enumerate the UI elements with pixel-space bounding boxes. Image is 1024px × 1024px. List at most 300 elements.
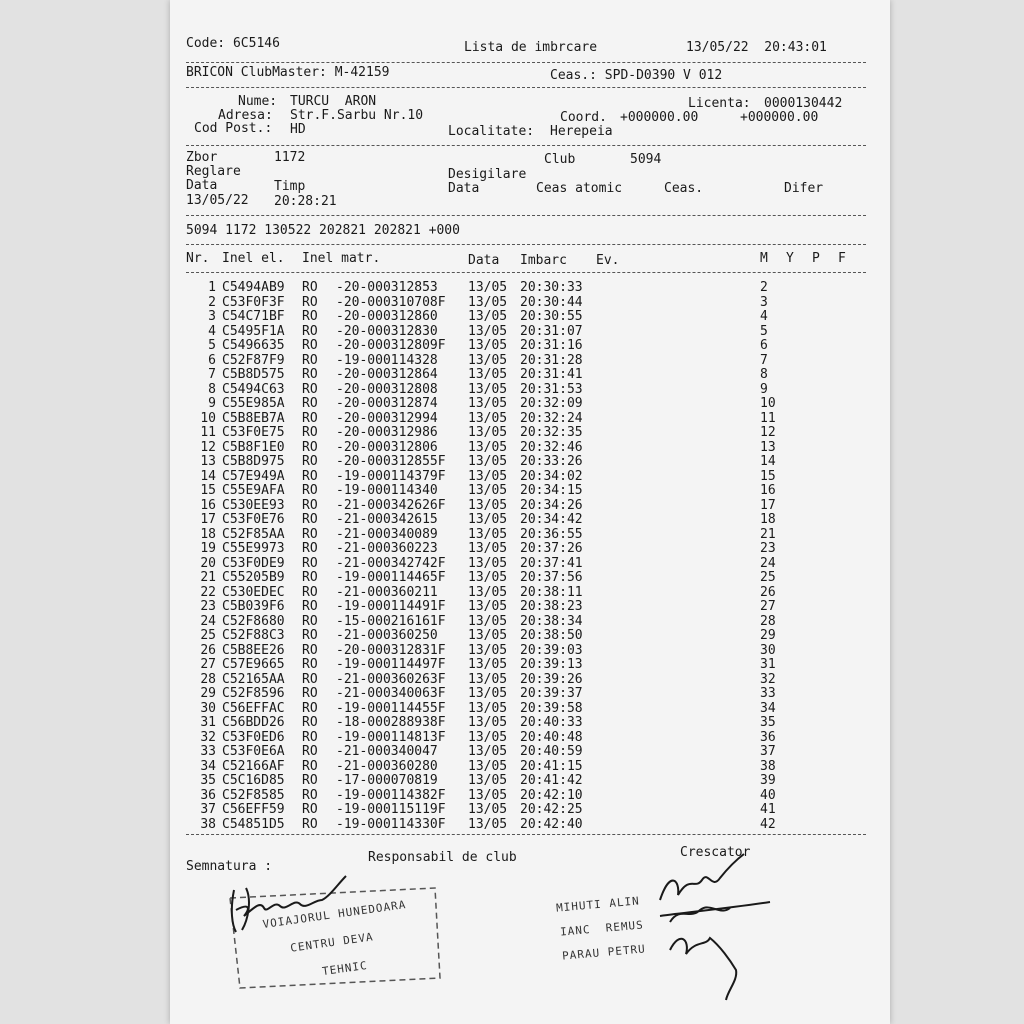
separator (186, 834, 866, 835)
ring-country: RO (302, 526, 318, 542)
boarding-date: 13/05 (468, 526, 508, 542)
boarding-date: 13/05 (468, 352, 508, 368)
boarding-time: 20:34:15 (520, 483, 583, 498)
boarding-time: 20:39:26 (520, 671, 583, 687)
locality-label: Localitate: (448, 124, 535, 139)
event-m: 5 (760, 323, 768, 339)
electronic-ring: C5C16D85 (222, 773, 285, 788)
ring-country: RO (302, 599, 318, 614)
boarding-time: 20:39:13 (520, 657, 583, 672)
boarding-time: 20:38:34 (520, 613, 583, 629)
boarding-date: 13/05 (468, 642, 508, 658)
col-header-nr: Nr. (186, 251, 210, 266)
electronic-ring: C5B8EB7A (222, 410, 285, 426)
breeder-name-1: MIHUTI ALIN (555, 894, 641, 915)
electronic-ring: C54851D5 (222, 816, 285, 832)
boarding-time: 20:37:41 (520, 555, 583, 571)
name-label: Nume: (238, 94, 278, 109)
ring-country: RO (302, 381, 318, 397)
ring-number: -21-000360250 (336, 628, 438, 643)
row-number: 11 (200, 425, 216, 440)
ring-country: RO (302, 541, 318, 556)
electronic-ring: C55E9973 (222, 541, 285, 556)
boarding-date: 13/05 (468, 497, 508, 513)
electronic-ring: C53F0ED6 (222, 729, 285, 745)
event-m: 21 (760, 526, 776, 542)
ring-country: RO (302, 410, 318, 426)
event-m: 40 (760, 787, 776, 803)
electronic-ring: C56EFF59 (222, 802, 285, 817)
row-number: 10 (200, 410, 216, 426)
electronic-ring: C52F8596 (222, 686, 285, 701)
row-number: 26 (200, 642, 216, 658)
boarding-time: 20:32:46 (520, 439, 583, 455)
boarding-date: 13/05 (468, 555, 508, 571)
row-number: 25 (200, 628, 216, 643)
row-number: 19 (200, 541, 216, 556)
row-number: 1 (208, 280, 216, 295)
electronic-ring: C53F0F3F (222, 294, 285, 310)
event-m: 33 (760, 686, 776, 701)
electronic-ring: C52166AF (222, 758, 285, 774)
row-number: 2 (208, 294, 216, 310)
row-number: 34 (200, 758, 216, 774)
boarding-time: 20:42:40 (520, 816, 583, 832)
boarding-date: 13/05 (468, 512, 508, 527)
ring-number: -20-000312830 (336, 323, 438, 339)
row-number: 7 (208, 367, 216, 382)
ring-country: RO (302, 338, 318, 353)
row-number: 31 (200, 715, 216, 730)
event-m: 38 (760, 758, 776, 774)
row-number: 4 (208, 323, 216, 339)
boarding-time: 20:32:24 (520, 410, 583, 426)
row-number: 21 (200, 570, 216, 585)
breeder-label: Crescator (680, 845, 751, 860)
col-header-inel-el: Inel el. (222, 251, 285, 266)
row-number: 29 (200, 686, 216, 701)
boarding-date: 13/05 (468, 396, 508, 411)
electronic-ring: C5B8D575 (222, 367, 285, 382)
reglare-label: Reglare (186, 164, 241, 179)
event-m: 6 (760, 338, 768, 353)
ring-country: RO (302, 584, 318, 600)
event-m: 42 (760, 816, 776, 832)
ring-country: RO (302, 483, 318, 498)
boarding-time: 20:39:58 (520, 700, 583, 716)
boarding-time: 20:32:35 (520, 425, 583, 440)
electronic-ring: C52F87F9 (222, 352, 285, 368)
signature-label: Semnatura : (186, 859, 273, 874)
ring-country: RO (302, 468, 318, 484)
row-number: 14 (200, 468, 216, 484)
boarding-date: 13/05 (468, 613, 508, 629)
ring-number: -20-000312808 (336, 381, 438, 397)
electronic-ring: C5494C63 (222, 381, 285, 397)
boarding-date: 13/05 (468, 773, 508, 788)
event-m: 16 (760, 483, 776, 498)
boarding-time: 20:38:11 (520, 584, 583, 600)
coord-y: +000000.00 (740, 110, 819, 125)
licence-number: 0000130442 (764, 96, 843, 111)
row-number: 28 (200, 671, 216, 687)
col-header-f: F (838, 251, 846, 266)
licence-label: Licenta: (688, 96, 751, 111)
event-m: 4 (760, 309, 768, 324)
boarding-date: 13/05 (468, 584, 508, 600)
electronic-ring: C53F0E76 (222, 512, 285, 527)
club-stamp-line3: TEHNIC (321, 958, 369, 979)
data-label-2: Data (448, 181, 480, 196)
row-number: 18 (200, 526, 216, 542)
ring-number: -19-000114497F (336, 657, 446, 672)
boarding-time: 20:34:26 (520, 497, 583, 513)
boarding-time: 20:31:41 (520, 367, 583, 382)
electronic-ring: C5494AB9 (222, 280, 285, 295)
ring-country: RO (302, 396, 318, 411)
difer-label: Difer (784, 181, 824, 196)
code: Code: 6C5146 (186, 36, 280, 51)
col-header-imbarc: Imbarc (520, 253, 567, 268)
row-number: 9 (208, 396, 216, 411)
zbor-label: Zbor (186, 150, 218, 165)
boarding-date: 13/05 (468, 294, 508, 310)
boarding-time: 20:32:09 (520, 396, 583, 411)
postcode: HD (290, 122, 306, 137)
row-number: 35 (200, 773, 216, 788)
boarding-time: 20:40:33 (520, 715, 583, 730)
ring-number: -21-000360263F (336, 671, 446, 687)
ring-number: -15-000216161F (336, 613, 446, 629)
row-number: 24 (200, 613, 216, 629)
event-m: 36 (760, 729, 776, 745)
ring-number: -20-000310708F (336, 294, 446, 310)
boarding-time: 20:38:50 (520, 628, 583, 643)
boarding-date: 13/05 (468, 787, 508, 803)
event-m: 14 (760, 454, 776, 469)
boarding-time: 20:41:42 (520, 773, 583, 788)
ring-country: RO (302, 367, 318, 382)
separator (186, 244, 866, 245)
row-number: 16 (200, 497, 216, 513)
row-number: 32 (200, 729, 216, 745)
boarding-time: 20:41:15 (520, 758, 583, 774)
event-m: 18 (760, 512, 776, 527)
ring-number: -19-000114465F (336, 570, 446, 585)
flight-summary: 5094 1172 130522 202821 202821 +000 (186, 223, 460, 238)
event-m: 27 (760, 599, 776, 614)
ring-number: -19-000114328 (336, 352, 438, 368)
boarding-date: 13/05 (468, 758, 508, 774)
row-number: 15 (200, 483, 216, 498)
electronic-ring: C55E985A (222, 396, 285, 411)
event-m: 3 (760, 294, 768, 310)
row-number: 23 (200, 599, 216, 614)
col-header-inel-matr: Inel matr. (302, 251, 381, 266)
row-number: 13 (200, 454, 216, 469)
ring-number: -19-000115119F (336, 802, 446, 817)
col-header-y: Y (786, 251, 794, 266)
electronic-ring: C52165AA (222, 671, 285, 687)
row-number: 37 (200, 802, 216, 817)
ring-country: RO (302, 773, 318, 788)
boarding-date: 13/05 (468, 599, 508, 614)
boarding-date: 13/05 (468, 686, 508, 701)
separator (186, 145, 866, 146)
coord-x: +000000.00 (620, 110, 699, 125)
electronic-ring: C530EDEC (222, 584, 285, 600)
club-responsible-label: Responsabil de club (368, 850, 517, 865)
row-number: 5 (208, 338, 216, 353)
ring-country: RO (302, 671, 318, 687)
boarding-time: 20:39:37 (520, 686, 583, 701)
boarding-date: 13/05 (468, 744, 508, 759)
ceas-label: Ceas. (664, 181, 704, 196)
boarding-date: 13/05 (468, 570, 508, 585)
electronic-ring: C52F85AA (222, 526, 285, 542)
boarding-time: 20:36:55 (520, 526, 583, 542)
boarding-date: 13/05 (468, 628, 508, 643)
boarding-date: 13/05 (468, 700, 508, 716)
ring-number: -19-000114455F (336, 700, 446, 716)
boarding-date: 13/05 (468, 323, 508, 339)
ring-number: -19-000114340 (336, 483, 438, 498)
breeder-name-2: IANC REMUS (559, 918, 645, 939)
boarding-date: 13/05 (468, 309, 508, 324)
electronic-ring: C55E9AFA (222, 483, 285, 498)
separator (186, 272, 866, 273)
separator (186, 87, 866, 88)
boarding-date: 13/05 (468, 338, 508, 353)
boarding-date: 13/05 (468, 541, 508, 556)
event-m: 13 (760, 439, 776, 455)
ceas-atomic-label: Ceas atomic (536, 181, 623, 196)
ring-number: -17-000070819 (336, 773, 438, 788)
ring-number: -20-000312986 (336, 425, 438, 440)
event-m: 26 (760, 584, 776, 600)
ring-country: RO (302, 425, 318, 440)
electronic-ring: C530EE93 (222, 497, 285, 513)
boarding-date: 13/05 (468, 439, 508, 455)
electronic-ring: C53F0E75 (222, 425, 285, 440)
electronic-ring: C53F0E6A (222, 744, 285, 759)
ring-number: -20-000312860 (336, 309, 438, 324)
event-m: 12 (760, 425, 776, 440)
boarding-date: 13/05 (468, 410, 508, 426)
boarding-date: 13/05 (468, 381, 508, 397)
boarding-time: 20:38:23 (520, 599, 583, 614)
col-header-data: Data (468, 253, 500, 268)
event-m: 25 (760, 570, 776, 585)
club-label: Club (544, 152, 576, 167)
ring-number: -21-000342626F (336, 497, 446, 513)
ring-number: -21-000340063F (336, 686, 446, 701)
boarding-time: 20:30:44 (520, 294, 583, 310)
boarding-time: 20:31:16 (520, 338, 583, 353)
event-m: 9 (760, 381, 768, 397)
event-m: 7 (760, 352, 768, 368)
coord-label: Coord. (560, 110, 607, 125)
event-m: 17 (760, 497, 776, 513)
ring-country: RO (302, 512, 318, 527)
electronic-ring: C57E9665 (222, 657, 285, 672)
col-header-m: M (760, 251, 768, 266)
boarding-date: 13/05 (468, 657, 508, 672)
boarding-date: 13/05 (468, 729, 508, 745)
locality: Herepeia (550, 124, 613, 139)
print-datetime: 13/05/22 20:43:01 (686, 40, 827, 55)
electronic-ring: C5B8D975 (222, 454, 285, 469)
boarding-time: 20:39:03 (520, 642, 583, 658)
boarding-time: 20:34:42 (520, 512, 583, 527)
event-m: 11 (760, 410, 776, 426)
boarding-date: 13/05 (468, 367, 508, 382)
ring-country: RO (302, 628, 318, 643)
electronic-ring: C5496635 (222, 338, 285, 353)
boarding-date: 13/05 (468, 816, 508, 832)
boarding-time: 20:30:33 (520, 280, 583, 295)
row-number: 30 (200, 700, 216, 716)
ring-country: RO (302, 570, 318, 585)
ring-country: RO (302, 700, 318, 716)
club-number: 5094 (630, 152, 662, 167)
zbor-number: 1172 (274, 150, 306, 165)
boarding-date: 13/05 (468, 671, 508, 687)
ring-country: RO (302, 613, 318, 629)
ring-number: -21-000360211 (336, 584, 438, 600)
boarding-time: 20:33:26 (520, 454, 583, 469)
timp-label: Timp (274, 179, 306, 194)
owner-address: Str.F.Sarbu Nr.10 (290, 108, 424, 123)
ring-country: RO (302, 352, 318, 368)
desigilare-label: Desigilare (448, 167, 527, 182)
row-number: 20 (200, 555, 216, 571)
system-id: BRICON ClubMaster: M-42159 (186, 65, 390, 80)
event-m: 2 (760, 280, 768, 295)
electronic-ring: C5B8F1E0 (222, 439, 285, 455)
boarding-time: 20:42:25 (520, 802, 583, 817)
boarding-time: 20:40:48 (520, 729, 583, 745)
address-label: Adresa: (218, 108, 273, 123)
data-label: Data (186, 178, 218, 193)
ring-number: -19-000114382F (336, 787, 446, 803)
owner-name: TURCU ARON (290, 94, 377, 109)
ring-number: -21-000360280 (336, 758, 438, 774)
ring-number: -20-000312864 (336, 367, 438, 382)
electronic-ring: C5495F1A (222, 323, 285, 339)
boarding-time: 20:40:59 (520, 744, 583, 759)
club-signature (222, 870, 362, 940)
ring-country: RO (302, 294, 318, 310)
event-m: 31 (760, 657, 776, 672)
row-number: 17 (200, 512, 216, 527)
club-stamp-line2: CENTRU DEVA (289, 930, 375, 955)
event-m: 30 (760, 642, 776, 658)
ring-country: RO (302, 686, 318, 701)
electronic-ring: C52F8680 (222, 613, 285, 629)
ring-number: -20-000312831F (336, 642, 446, 658)
electronic-ring: C5B039F6 (222, 599, 285, 614)
ring-number: -19-000114813F (336, 729, 446, 745)
electronic-ring: C55205B9 (222, 570, 285, 585)
event-m: 34 (760, 700, 776, 716)
row-number: 8 (208, 381, 216, 397)
ring-country: RO (302, 729, 318, 745)
event-m: 37 (760, 744, 776, 759)
row-number: 22 (200, 584, 216, 600)
ring-number: -20-000312809F (336, 338, 446, 353)
ring-country: RO (302, 744, 318, 759)
boarding-time: 20:31:07 (520, 323, 583, 339)
col-header-ev: Ev. (596, 253, 620, 268)
electronic-ring: C5B8EE26 (222, 642, 285, 658)
ring-country: RO (302, 787, 318, 803)
ring-number: -21-000342615 (336, 512, 438, 527)
postcode-label: Cod Post.: (194, 121, 273, 136)
electronic-ring: C52F8585 (222, 787, 285, 803)
boarding-date: 13/05 (468, 468, 508, 484)
reglare-time: 20:28:21 (274, 194, 337, 209)
breeder-name-3: PARAU PETRU (561, 942, 647, 963)
boarding-date: 13/05 (468, 715, 508, 730)
ring-number: -18-000288938F (336, 715, 446, 730)
ring-country: RO (302, 802, 318, 817)
ring-country: RO (302, 758, 318, 774)
separator (186, 215, 866, 216)
event-m: 32 (760, 671, 776, 687)
boarding-time: 20:34:02 (520, 468, 583, 484)
event-m: 41 (760, 802, 776, 817)
boarding-time: 20:42:10 (520, 787, 583, 803)
ring-number: -21-000340047 (336, 744, 438, 759)
breeder-signatures (650, 850, 790, 1010)
ring-country: RO (302, 497, 318, 513)
event-m: 24 (760, 555, 776, 571)
ring-country: RO (302, 555, 318, 571)
boarding-time: 20:37:26 (520, 541, 583, 556)
electronic-ring: C52F88C3 (222, 628, 285, 643)
row-number: 33 (200, 744, 216, 759)
ring-country: RO (302, 657, 318, 672)
boarding-date: 13/05 (468, 280, 508, 295)
event-m: 15 (760, 468, 776, 484)
electronic-ring: C53F0DE9 (222, 555, 285, 571)
boarding-date: 13/05 (468, 483, 508, 498)
boarding-time: 20:30:55 (520, 309, 583, 324)
ring-number: -20-000312806 (336, 439, 438, 455)
row-number: 36 (200, 787, 216, 803)
boarding-date: 13/05 (468, 802, 508, 817)
ring-number: -20-000312874 (336, 396, 438, 411)
ring-number: -19-000114330F (336, 816, 446, 832)
ring-number: -19-000114379F (336, 468, 446, 484)
boarding-date: 13/05 (468, 425, 508, 440)
clock-id: Ceas.: SPD-D0390 V 012 (550, 68, 723, 83)
ring-number: -20-000312994 (336, 410, 438, 426)
ring-country: RO (302, 816, 318, 832)
ring-number: -20-000312855F (336, 454, 446, 469)
ring-country: RO (302, 715, 318, 730)
event-m: 23 (760, 541, 776, 556)
row-number: 12 (200, 439, 216, 455)
electronic-ring: C56EFFAC (222, 700, 285, 716)
ring-number: -20-000312853 (336, 280, 438, 295)
document-title: Lista de imbrcare (464, 40, 598, 55)
ring-number: -19-000114491F (336, 599, 446, 614)
ring-country: RO (302, 642, 318, 658)
electronic-ring: C54C71BF (222, 309, 285, 324)
reglare-date: 13/05/22 (186, 193, 249, 208)
